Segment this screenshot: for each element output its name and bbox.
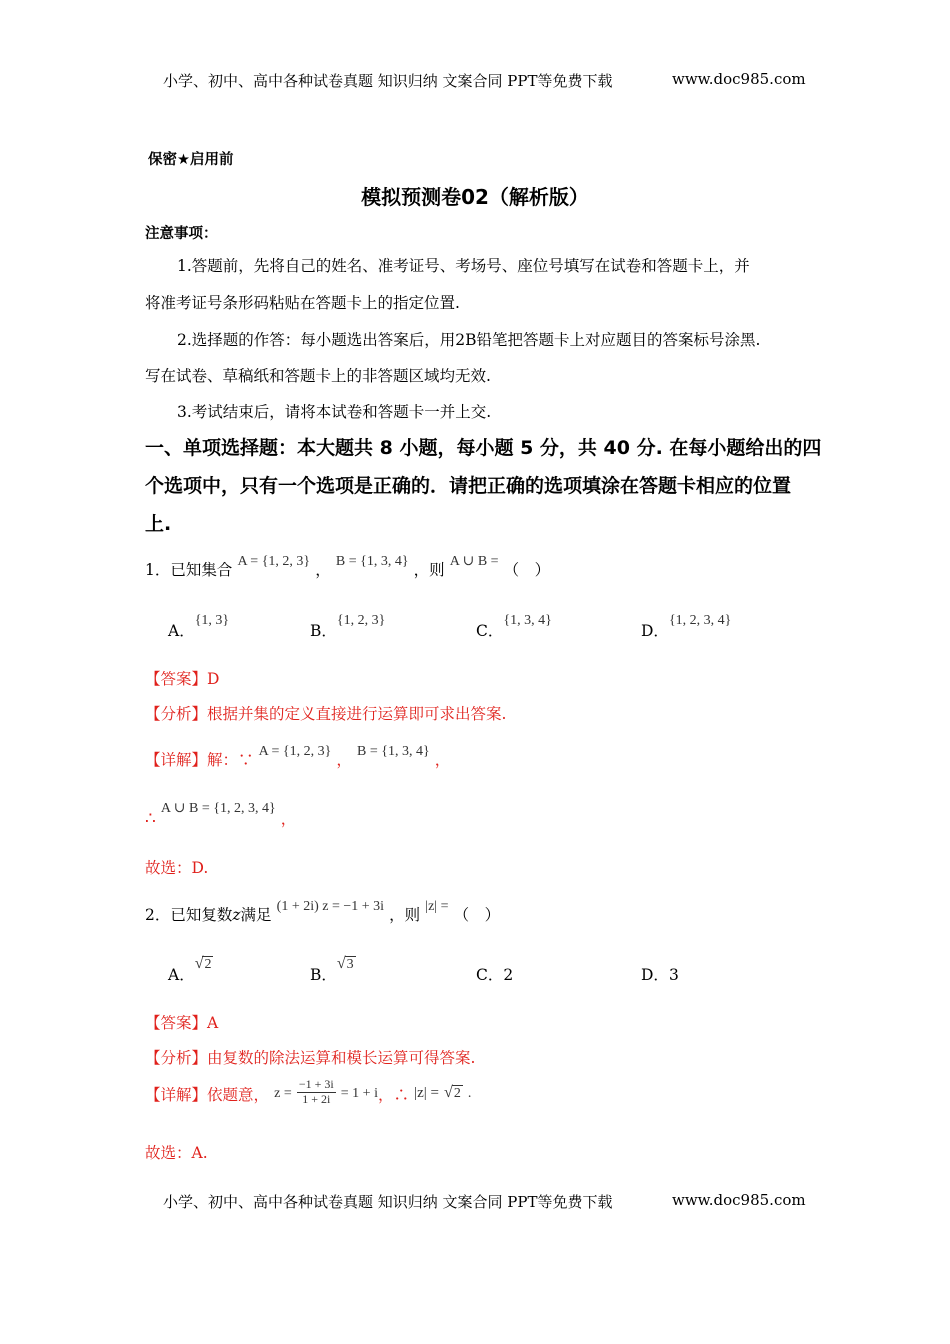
question-1-option-d[interactable] xyxy=(641,607,732,640)
sqrt-3: √3 xyxy=(336,955,354,972)
option-label: D． xyxy=(641,966,669,984)
question-2-sep: ，∴ xyxy=(377,1085,409,1104)
option-label: C． xyxy=(476,966,504,984)
notice-item-2-line-1: 2.选择题的作答：每小题选出答案后，用2B铅笔把答题卡上对应题目的答案标号涂黑. xyxy=(177,331,761,349)
option-label: A． xyxy=(168,622,195,640)
question-1-paren: （ ） xyxy=(503,561,551,579)
page-header-url[interactable]: www.doc985.com xyxy=(672,70,806,88)
question-1-detail-comma-2: ， xyxy=(434,751,451,769)
question-2-modulus: |z| = xyxy=(425,899,449,914)
question-2-z-eq: z = xyxy=(274,1085,292,1101)
option-label: A． xyxy=(168,966,195,984)
secret-mark: 保密★启用前 xyxy=(148,152,234,168)
question-1-result: A ∪ B = {1, 2, 3, 4} xyxy=(160,801,276,816)
option-label: B． xyxy=(310,966,337,984)
question-2-option-c[interactable] xyxy=(476,963,513,985)
question-2-detail-prefix: 【详解】依题意， xyxy=(145,1085,270,1104)
option-value: 3 xyxy=(668,966,679,984)
question-1-set-a: A = {1, 2, 3} xyxy=(237,554,311,569)
question-2-answer: 【答案】A xyxy=(145,1014,219,1032)
question-2-detail xyxy=(145,1078,471,1107)
question-2-var: z xyxy=(232,906,241,924)
question-2-analysis: 【分析】由复数的除法运算和模长运算可得答案. xyxy=(145,1049,476,1067)
option-value: 2 xyxy=(503,966,514,984)
question-1-detail-prefix: 【详解】解：∵ xyxy=(145,751,254,769)
question-2-stem xyxy=(145,893,501,924)
question-1-prefix: 1．已知集合 xyxy=(145,561,233,579)
question-1-detail xyxy=(145,738,451,769)
notice-item-1-line-2: 将准考证号条形码粘贴在答题卡上的指定位置. xyxy=(145,294,460,312)
option-label: B． xyxy=(310,622,337,640)
fraction-denominator: 1 + 2i xyxy=(302,1091,331,1106)
section-1-line-1: 一、单项选择题：本大题共 8 小题，每小题 5 分，共 40 分. 在每小题给出的四 xyxy=(145,437,822,459)
question-1-detail-set-a: A = {1, 2, 3} xyxy=(258,744,332,759)
question-1-option-a[interactable] xyxy=(168,607,230,640)
option-label: C． xyxy=(476,622,504,640)
page-header-text: 小学、初中、高中各种试卷真题 知识归纳 文案合同 PPT等免费下载 xyxy=(163,72,613,90)
page-footer-url[interactable]: www.doc985.com xyxy=(672,1191,806,1209)
section-1-line-3: 上. xyxy=(145,513,172,535)
question-1-detail-set-b: B = {1, 3, 4} xyxy=(357,744,430,759)
question-2-paren: （ ） xyxy=(453,906,501,924)
question-1-set-b: B = {1, 3, 4} xyxy=(335,554,409,569)
radicand: 2 xyxy=(453,1085,461,1101)
option-value: {1, 2, 3, 4} xyxy=(668,613,732,628)
page-footer-text: 小学、初中、高中各种试卷真题 知识归纳 文案合同 PPT等免费下载 xyxy=(163,1193,613,1211)
question-2-choose: 故选：A. xyxy=(145,1144,208,1162)
option-value: {1, 3, 4} xyxy=(503,613,552,628)
radicand: 2 xyxy=(204,957,212,972)
question-2-mod-eq: |z| = xyxy=(414,1084,439,1101)
fraction-numerator: −1 + 3i xyxy=(298,1077,334,1091)
sqrt-2-result: √2 xyxy=(444,1083,461,1101)
question-1-conclusion xyxy=(145,795,297,829)
sqrt-2: √2 xyxy=(194,955,212,972)
question-2-eq-result: = 1 + i xyxy=(340,1085,378,1101)
question-1-answer: 【答案】D xyxy=(145,670,220,688)
question-2-prefix: 2．已知复数 xyxy=(145,906,233,924)
question-1-then: ，则 xyxy=(413,561,445,579)
page-title: 模拟预测卷02（解析版） xyxy=(361,185,589,209)
question-2-then: ，则 xyxy=(389,906,421,924)
notice-item-3: 3.考试结束后，请将本试卷和答题卡一并上交. xyxy=(177,403,492,421)
question-1-result-comma: ， xyxy=(280,810,297,828)
question-2-period: . xyxy=(467,1085,472,1101)
notice-item-1-line-1: 1.答题前，先将自己的姓名、准考证号、考场号、座位号填写在试卷和答题卡上，并 xyxy=(177,257,750,275)
complex-fraction xyxy=(297,1078,336,1107)
question-2-equation: (1 + 2i) z = −1 + 3i xyxy=(276,899,385,914)
question-1-analysis: 【分析】根据并集的定义直接进行运算即可求出答案. xyxy=(145,705,507,723)
notice-heading: 注意事项： xyxy=(145,226,218,242)
therefore-symbol: ∴ xyxy=(145,809,156,829)
question-1-option-b[interactable] xyxy=(310,607,386,640)
notice-item-2-line-2: 写在试卷、草稿纸和答题卡上的非答题区域均无效. xyxy=(145,367,491,385)
option-value: {1, 3} xyxy=(194,613,230,628)
question-1-option-c[interactable] xyxy=(476,607,552,640)
question-1-comma: ， xyxy=(315,561,331,579)
question-1-detail-comma-1: ， xyxy=(336,751,352,769)
question-1-stem xyxy=(145,548,551,579)
option-label: D． xyxy=(641,622,669,640)
question-2-option-a[interactable] xyxy=(168,951,213,984)
question-2-satisfy: 满足 xyxy=(240,906,272,924)
question-2-option-d[interactable] xyxy=(641,963,679,985)
section-1-line-2: 个选项中，只有一个选项是正确的．请把正确的选项填涂在答题卡相应的位置 xyxy=(145,475,792,497)
question-2-option-b[interactable] xyxy=(310,951,356,984)
option-value: {1, 2, 3} xyxy=(336,613,386,628)
question-1-choose: 故选：D. xyxy=(145,859,209,877)
radicand: 3 xyxy=(346,957,354,972)
question-1-union: A ∪ B = xyxy=(449,554,499,569)
